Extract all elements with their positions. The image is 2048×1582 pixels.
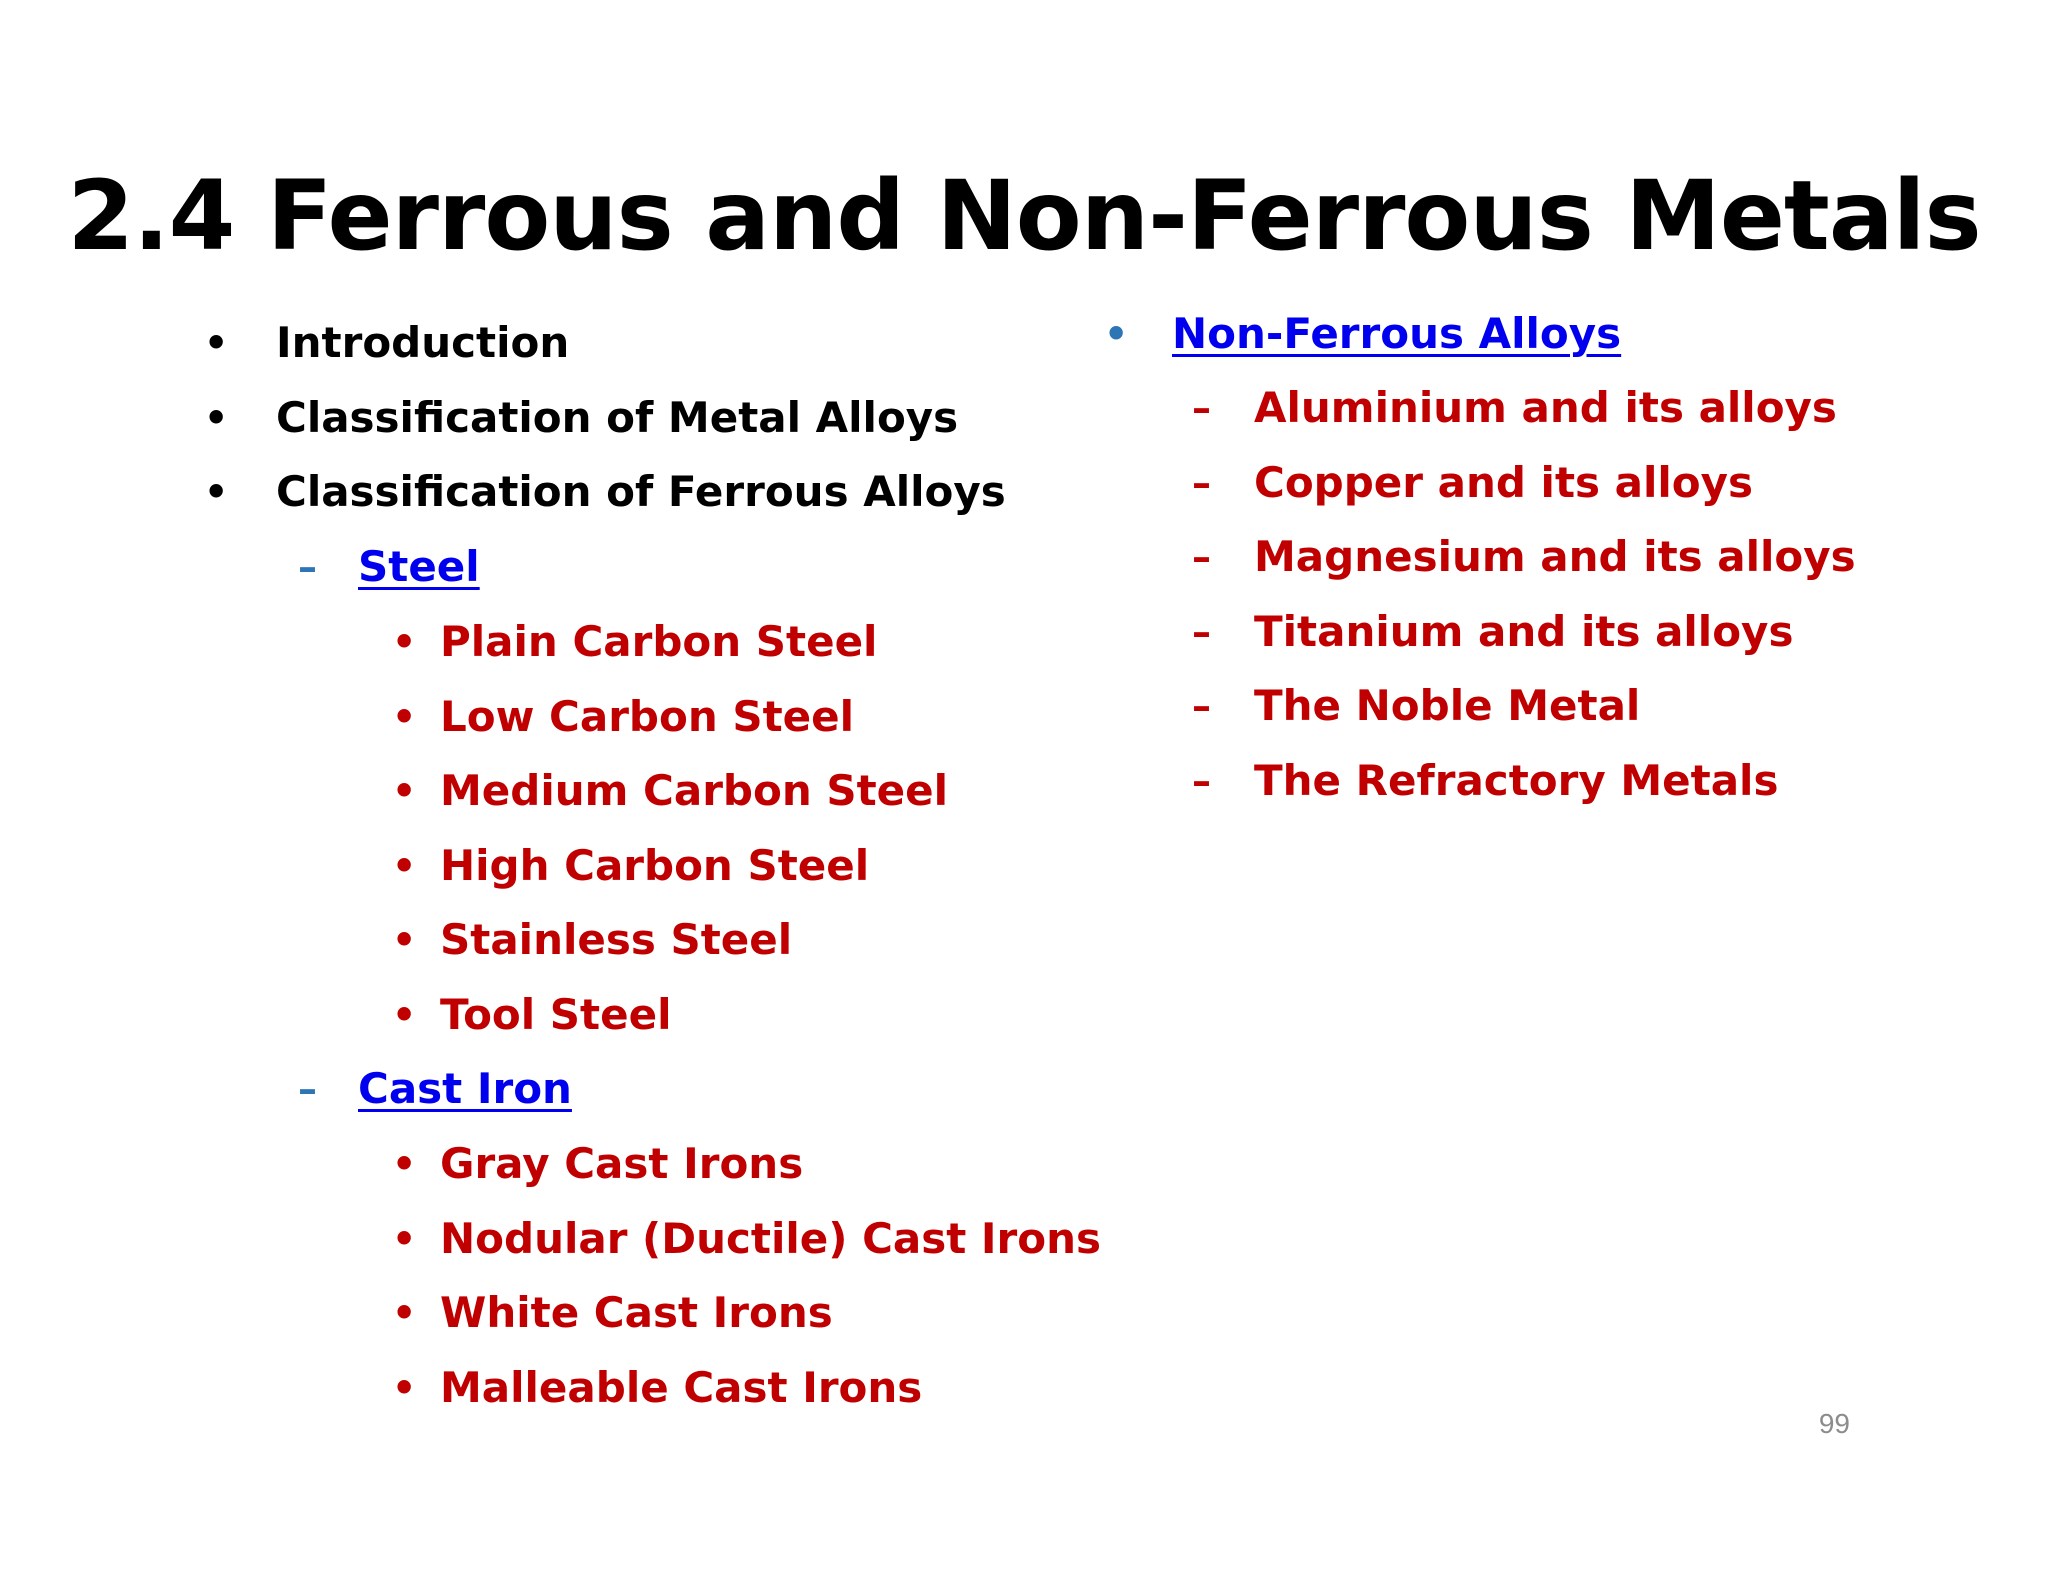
dash-icon: –: [1192, 758, 1211, 803]
list-item-label: Low Carbon Steel: [440, 691, 855, 741]
list-item-label: Copper and its alloys: [1254, 457, 1754, 507]
dash-icon: –: [1192, 684, 1211, 728]
bullet-icon: •: [1104, 312, 1129, 356]
list-item-label: Nodular (Ductile) Cast Irons: [440, 1213, 1102, 1263]
dash-icon: –: [1192, 535, 1211, 579]
steel-link[interactable]: Steel: [358, 542, 480, 591]
bullet-icon: •: [204, 396, 229, 440]
bullet-icon: •: [392, 1365, 417, 1410]
outline-item-label: Classification of Ferrous Alloys: [276, 467, 1006, 516]
list-item-label: Gray Cast Irons: [440, 1139, 804, 1188]
list-item-label: The Noble Metal: [1254, 681, 1641, 730]
bullet-icon: •: [204, 321, 229, 365]
non-ferrous-link[interactable]: Non-Ferrous Alloys: [1172, 309, 1622, 358]
list-item-label: Medium Carbon Steel: [440, 766, 949, 815]
page-number: 99: [1818, 1408, 1850, 1439]
list-item-label: The Refractory Metals: [1254, 755, 1779, 805]
dash-icon: –: [298, 1067, 317, 1111]
list-item-label: High Carbon Steel: [440, 840, 870, 890]
bullet-icon: •: [392, 620, 417, 664]
bullet-icon: •: [392, 1142, 417, 1186]
outline-item-label: Classification of Metal Alloys: [276, 393, 959, 442]
list-item-label: Tool Steel: [440, 989, 672, 1039]
bullet-icon: •: [392, 1216, 417, 1261]
list-item-label: Malleable Cast Irons: [440, 1362, 923, 1412]
bullet-icon: •: [392, 769, 417, 813]
bullet-icon: •: [392, 694, 417, 739]
list-item-label: Titanium and its alloys: [1254, 606, 1794, 656]
bullet-icon: •: [392, 918, 417, 962]
bullet-icon: •: [392, 1291, 417, 1335]
dash-icon: –: [298, 545, 317, 589]
bullet-icon: •: [204, 470, 229, 514]
list-item-label: Plain Carbon Steel: [440, 617, 878, 666]
list-item-label: Stainless Steel: [440, 915, 793, 964]
bullet-icon: •: [392, 992, 417, 1037]
list-item-label: Magnesium and its alloys: [1254, 532, 1856, 581]
outline-item-label: Introduction: [276, 318, 570, 367]
dash-icon: –: [1192, 386, 1211, 430]
list-item-label: White Cast Irons: [440, 1288, 833, 1337]
dash-icon: –: [1192, 609, 1211, 654]
list-item-label: Aluminium and its alloys: [1254, 383, 1837, 432]
bullet-icon: •: [392, 843, 417, 888]
cast-iron-link[interactable]: Cast Iron: [358, 1064, 572, 1113]
slide-title: 2.4 Ferrous and Non-Ferrous Metals: [67, 160, 1981, 272]
dash-icon: –: [1192, 460, 1211, 505]
